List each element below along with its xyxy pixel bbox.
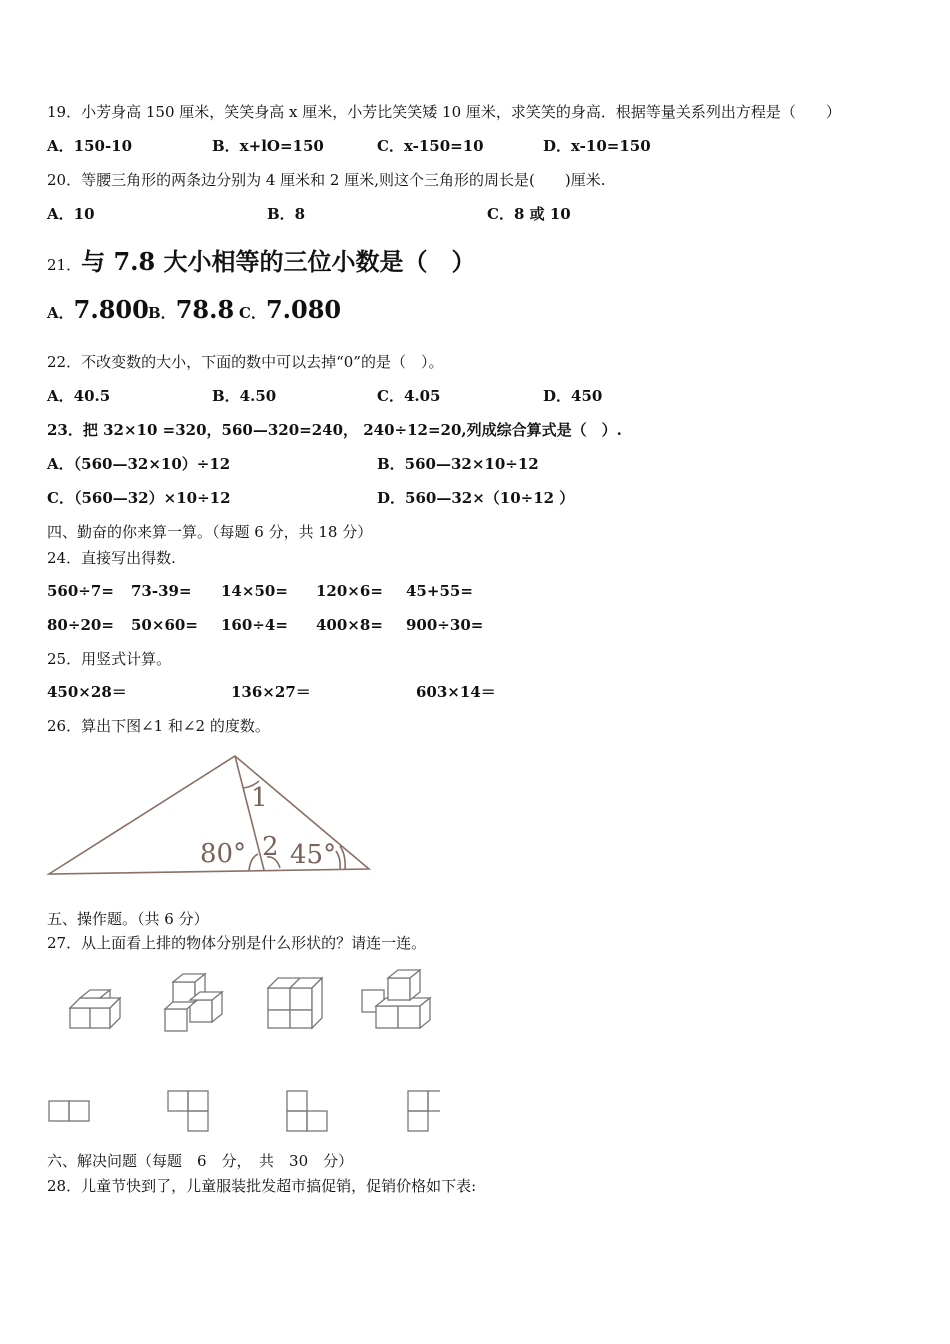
q19-option-a[interactable]: A．150-10 <box>47 137 133 155</box>
q23-option-d[interactable]: D．560—32×（10÷12 ） <box>377 489 575 507</box>
q20-option-c[interactable]: C．8 或 10 <box>487 205 571 223</box>
angle-1-label: 1 <box>251 783 268 813</box>
q21-number: 21． <box>47 256 82 274</box>
q19-option-d[interactable]: D．x-10=150 <box>543 137 651 155</box>
q24-item: 45+55= <box>406 582 473 600</box>
q24-item: 160÷4= <box>221 616 288 634</box>
q27-stem: 27．从上面看上排的物体分别是什么形状的？请连一连。 <box>47 934 427 952</box>
q22-stem: 22．不改变数的大小，下面的数中可以去掉“0”的是（ ）。 <box>47 353 444 371</box>
q28-stem: 28．儿童节快到了，儿童服装批发超市搞促销，促销价格如下表: <box>47 1177 477 1195</box>
section-5-heading: 五、操作题。（共 6 分） <box>47 910 209 928</box>
triangle-figure <box>40 745 380 885</box>
section-6-heading: 六、解决问题（每题 6 分， 共 30 分） <box>47 1152 354 1170</box>
q25-item: 450×28＝ <box>47 683 127 701</box>
q21-option-a-value: 7.800 <box>73 295 149 324</box>
top-view-2 <box>168 1091 208 1131</box>
q22-option-d[interactable]: D．450 <box>543 387 603 405</box>
q21-option-a[interactable] <box>47 295 149 324</box>
q21-stem: 与 7.8 大小相等的三位小数是（ ） <box>81 247 476 276</box>
q21-option-b-value: 78.8 <box>175 295 235 324</box>
q26-stem: 26．算出下图∠1 和∠2 的度数。 <box>47 717 270 735</box>
object-4 <box>362 970 430 1028</box>
q24-item: 560÷7= <box>47 582 114 600</box>
top-view-4 <box>408 1091 440 1131</box>
angle-80-arc <box>249 854 258 871</box>
q22-option-a[interactable]: A．40.5 <box>47 387 111 405</box>
object-3 <box>268 978 322 1028</box>
angle-2-label: 2 <box>262 832 279 862</box>
q21-option-b-label: B． <box>148 304 176 322</box>
q25-item: 136×27＝ <box>231 683 311 701</box>
q23-stem: 23．把 32×10 =320，560—320=240， 240÷12=20,列成综合算式是（ ）. <box>47 421 622 439</box>
q19-option-c[interactable]: C．x-150=10 <box>377 137 484 155</box>
q21-option-b[interactable] <box>148 295 234 324</box>
angle-45-label: 45° <box>290 840 337 870</box>
q22-option-c[interactable]: C．4.05 <box>377 387 441 405</box>
q25-item: 603×14＝ <box>416 683 496 701</box>
q24-item: 900÷30= <box>406 616 484 634</box>
q20-option-b[interactable]: B．8 <box>267 205 306 223</box>
q20-stem: 20．等腰三角形的两条边分别为 4 厘米和 2 厘米,则这个三角形的周长是( )厘米. <box>47 171 606 189</box>
q23-option-a[interactable]: A．（560—32×10）÷12 <box>47 455 231 473</box>
object-1 <box>70 990 120 1028</box>
cube-figures <box>40 960 440 1140</box>
q23-option-b[interactable]: B．560—32×10÷12 <box>377 455 539 473</box>
q21-option-c[interactable] <box>239 295 341 324</box>
q23-option-c[interactable]: C．（560—32）×10÷12 <box>47 489 231 507</box>
section-4-heading: 四、勤奋的你来算一算。（每题 6 分，共 18 分） <box>47 523 373 541</box>
q24-item: 120×6= <box>316 582 383 600</box>
q22-option-b[interactable]: B．4.50 <box>212 387 277 405</box>
q24-item: 14×50= <box>221 582 288 600</box>
angle-80-label: 80° <box>200 839 247 869</box>
q19-stem: 19．小芳身高 150 厘米，笑笑身高 x 厘米，小芳比笑笑矮 10 厘米，求笑笑的身高．根据等量关系列出方程是（ ） <box>47 103 841 121</box>
top-view-1 <box>49 1101 89 1121</box>
q24-stem: 24．直接写出得数. <box>47 549 176 567</box>
q21-option-c-value: 7.080 <box>265 295 342 324</box>
q24-item: 400×8= <box>316 616 383 634</box>
q24-item: 80÷20= <box>47 616 114 634</box>
angle-45-arc-inner <box>336 851 340 869</box>
q24-item: 73-39= <box>131 582 192 600</box>
q21-title <box>47 246 476 281</box>
q24-item: 50×60= <box>131 616 198 634</box>
q21-option-a-label: A． <box>47 304 74 322</box>
q21-option-c-label: C． <box>239 304 266 322</box>
top-view-3 <box>287 1091 327 1131</box>
q19-option-b[interactable]: B．x+lO=150 <box>212 137 324 155</box>
q20-option-a[interactable]: A．10 <box>47 205 95 223</box>
q25-stem: 25．用竖式计算。 <box>47 650 172 668</box>
object-2 <box>165 974 222 1031</box>
